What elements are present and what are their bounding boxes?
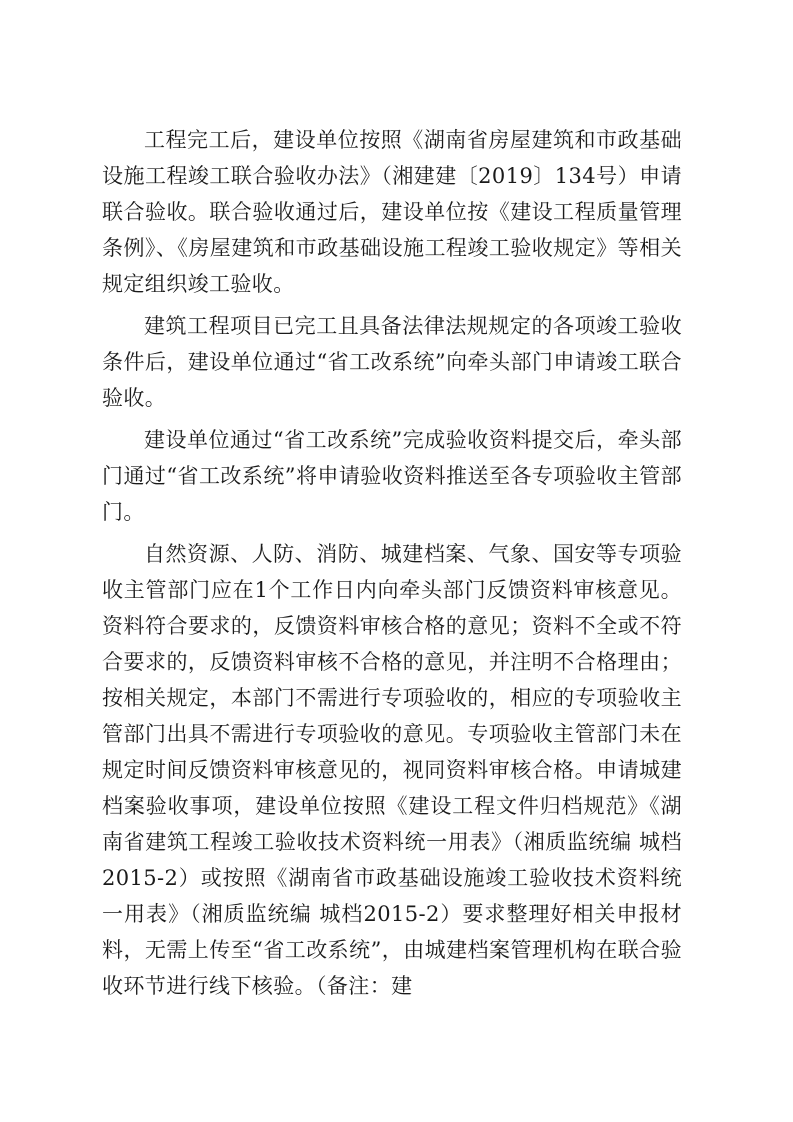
document-body	[102, 122, 682, 1004]
paragraph-review: 自然资源、人防、消防、城建档案、气象、国安等专项验收主管部门应在1个工作日内向牵头部门反馈资料审核意见。资料符合要求的，反馈资料审核合格的意见；资料不全或不符合要求的，反馈资料审核不合格的意见，并注明不合格理由；按相关规定，本部门不需进行专项验收的，相应的专项验收主管部门出具不需进行专项验收的意见。专项验收主管部门未在规定时间反馈资料审核意见的，视同资料审核合格。申请城建档案验收事项，建设单位按照《建设工程文件归档规范》《湖南省建筑工程竣工验收技术资料统一用表》（湘质监统编 城档2015-2）或按照《湖南省市政基础设施竣工验收技术资料统一用表》（湘质监统编 城档2015-2）要求整理好相关申报材料，无需上传至“省工改系统”，由城建档案管理机构在联合验收环节进行线下核验。（备注：建	[102, 542, 682, 998]
paragraph-application: 建筑工程项目已完工且具备法律法规规定的各项竣工验收条件后，建设单位通过“省工改系统”向牵头部门申请竣工联合验收。	[102, 314, 682, 410]
paragraph-submission: 建设单位通过“省工改系统”完成验收资料提交后，牵头部门通过“省工改系统”将申请验收资料推送至各专项验收主管部门。	[102, 428, 682, 524]
paragraph-joint-acceptance: 工程完工后，建设单位按照《湖南省房屋建筑和市政基础设施工程竣工联合验收办法》（湘建建〔2019〕134号）申请联合验收。联合验收通过后，建设单位按《建设工程质量管理条例》、《房屋建筑和市政基础设施工程竣工验收规定》等相关规定组织竣工验收。	[102, 128, 682, 296]
